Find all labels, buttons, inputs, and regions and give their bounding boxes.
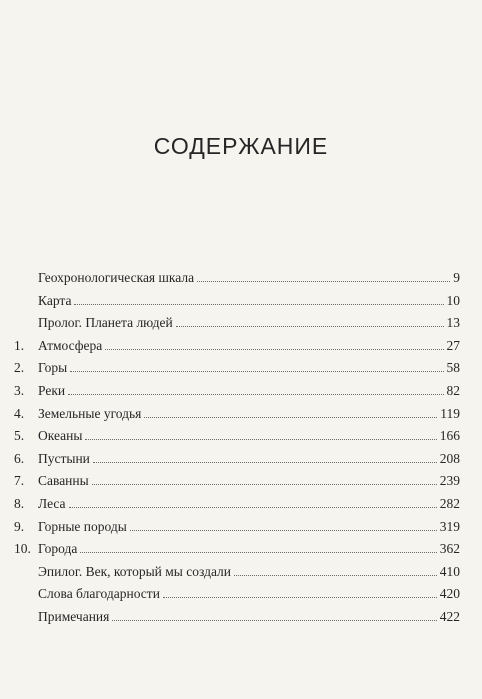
toc-entry-page-number: 420 xyxy=(439,586,460,602)
toc-entry-label: Саванны xyxy=(38,473,89,489)
toc-entry-label: Горные породы xyxy=(38,518,127,534)
toc-entry-page-number: 410 xyxy=(439,563,460,579)
toc-entry-label: Земельные угодья xyxy=(38,405,142,421)
toc-entry-number: 9. xyxy=(14,518,25,534)
toc-entry xyxy=(14,609,460,632)
toc-entry-page-number: 10 xyxy=(446,292,460,308)
toc-entry-page-number: 27 xyxy=(446,337,460,353)
toc-entry-label: Эпилог. Век, который мы создали xyxy=(38,563,232,579)
toc-entry-page-number: 282 xyxy=(439,495,460,511)
dot-leader xyxy=(234,574,437,576)
dot-leader xyxy=(163,596,437,598)
toc-entry-label: Карта xyxy=(38,292,72,308)
toc-entry-label: Леса xyxy=(38,495,66,511)
dot-leader xyxy=(85,438,436,440)
dot-leader xyxy=(69,506,437,508)
toc-entry xyxy=(14,473,460,496)
toc-entry-label: Океаны xyxy=(38,428,83,444)
dot-leader xyxy=(70,370,443,372)
dot-leader xyxy=(93,461,437,463)
toc-entry-number: 6. xyxy=(14,450,25,466)
dot-leader xyxy=(105,348,443,350)
toc-entry-page-number: 13 xyxy=(446,315,460,331)
toc-entry xyxy=(14,293,460,316)
dot-leader xyxy=(176,325,444,327)
dot-leader xyxy=(130,529,437,531)
toc-entry-number: 10. xyxy=(14,541,31,557)
toc-entry-number: 2. xyxy=(14,360,25,376)
toc-entry xyxy=(14,383,460,406)
toc-entry-page-number: 9 xyxy=(453,270,460,285)
toc-entry-page-number: 119 xyxy=(440,405,460,421)
toc-entry xyxy=(14,428,460,451)
toc-entry xyxy=(14,564,460,587)
toc-entry-page-number: 362 xyxy=(439,541,460,557)
dot-leader xyxy=(144,416,437,418)
toc-entry-page-number: 166 xyxy=(439,428,460,444)
dot-leader xyxy=(92,483,437,485)
toc-entry-label: Города xyxy=(38,541,78,557)
toc-entry-number: 5. xyxy=(14,428,25,444)
toc-entry-number: 7. xyxy=(14,473,25,489)
toc-entry-number: 8. xyxy=(14,495,25,511)
toc-entry-number: 1. xyxy=(14,337,25,353)
toc-entry-label: Горы xyxy=(38,360,68,376)
toc-entry-label: Пустыни xyxy=(38,450,90,466)
toc-entry-number: 3. xyxy=(14,382,25,398)
dot-leader xyxy=(68,393,443,395)
toc-entry-label: Реки xyxy=(38,382,66,398)
dot-leader xyxy=(112,619,436,621)
toc-entry-label: Атмосфера xyxy=(38,337,103,353)
toc-entry xyxy=(14,315,460,338)
toc-entry xyxy=(14,360,460,383)
toc-entry-label: Примечания xyxy=(38,608,110,624)
toc-entry-page-number: 58 xyxy=(446,360,460,376)
toc-entry-page-number: 319 xyxy=(439,518,460,534)
dot-leader xyxy=(197,280,450,282)
dot-leader xyxy=(74,303,443,305)
page-title: СОДЕРЖАНИЕ xyxy=(153,133,329,159)
toc-entry-page-number: 422 xyxy=(439,608,460,624)
toc-entry-label: Пролог. Планета людей xyxy=(38,315,173,331)
dot-leader xyxy=(80,551,436,553)
toc-entry xyxy=(14,451,460,474)
toc-entry-page-number: 82 xyxy=(446,382,460,398)
toc-entry xyxy=(14,270,460,293)
toc-entry xyxy=(14,496,460,519)
table-of-contents xyxy=(14,270,460,632)
toc-entry xyxy=(14,406,460,429)
toc-entry xyxy=(14,541,460,564)
toc-entry xyxy=(14,338,460,361)
toc-entry-label: Слова благодарности xyxy=(38,586,160,602)
toc-entry xyxy=(14,519,460,542)
toc-entry-page-number: 208 xyxy=(439,450,460,466)
toc-entry xyxy=(14,586,460,609)
toc-entry-number: 4. xyxy=(14,405,25,421)
toc-entry-label: Геохронологическая шкала xyxy=(38,270,195,285)
toc-entry-page-number: 239 xyxy=(439,473,460,489)
